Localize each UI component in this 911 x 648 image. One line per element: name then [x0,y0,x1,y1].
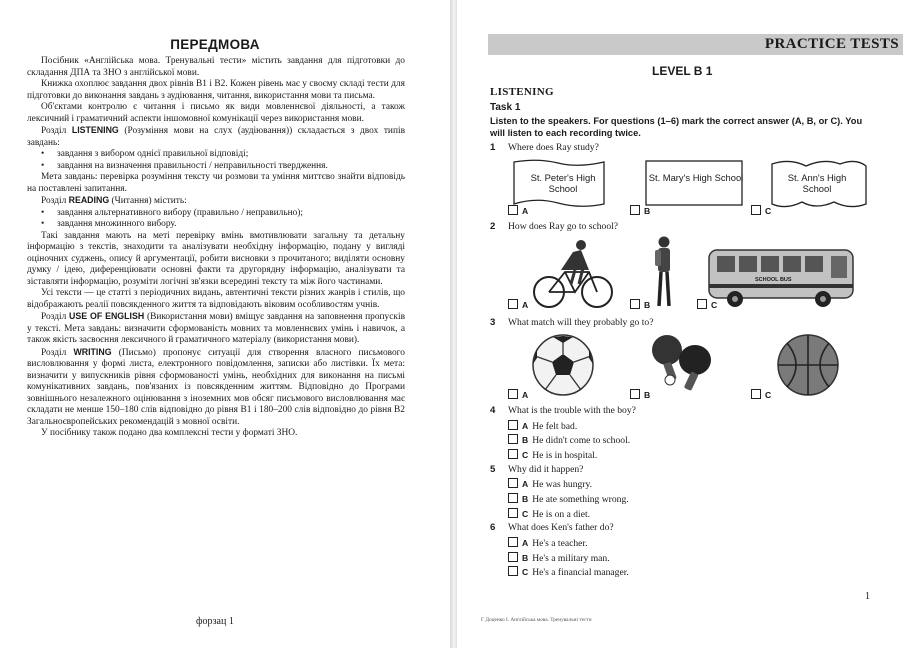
preface-paragraph [27,311,405,347]
left-page-footer: форзац 1 [196,616,234,627]
right-page-footer: Г Доценко І. Англійська мова. Тренувальні тести [481,617,592,623]
option-letter: A [522,479,529,489]
question-text: What does Ken's father do? [508,522,614,533]
option-letter: B [644,206,651,216]
preface-title: ПЕРЕДМОВА [170,37,260,52]
option-letter: A [522,538,529,548]
text-run: Розділ [41,196,69,206]
question-6 [490,522,614,533]
option-4c[interactable] [508,449,597,461]
option-6c[interactable] [508,566,629,578]
option-text: He felt bad. [532,421,578,432]
question-text: Why did it happen? [508,464,584,475]
preface-paragraph: Посібник «Англійська мова. Тренувальні тести» містить завдання для підготовки до складання ДПА та ЗНО з англійської мови. [27,56,405,78]
school-sign-a: St. Peter's High School [530,172,596,194]
option-letter: B [644,390,651,400]
checkbox-1c[interactable] [751,205,761,215]
checkbox-3a[interactable] [508,389,518,399]
preface-paragraph: Об'єктами контролю є читання і письмо як види мовленнєвої діяльності, а також лексичний і граматичний аспекти іншомовної комунікації через використання мови. [27,102,405,124]
reading-task-list [41,208,405,231]
bus-label: SCHOOL BUS [755,277,792,283]
walking-boy-illustration [653,236,675,310]
text-run: (Письмо) пропонує ситуації для створення власного письмового висловлювання у формі листа, електронного повідомлення, записки або листівки. Їх мета: визначити у випускників рівня сформованості умінь, необхідних для виконання на письмі комунікативних завдань, пов'язаних із повсякденним життям. Відповідно до Програми зовнішнього незалежного оцінювання з іноземних мов обсяг письмового висловлювання має складати не менше 150–180 слів відповідно до рівня B1 і 180–200 слів відповідно до рівня B2 Загальноєвропейських рекомендацій з мовної освіти. [27,347,405,427]
question-number: 4 [490,405,496,416]
section-keyword: LISTENING [71,125,119,135]
option-5a[interactable] [508,478,592,490]
checkbox-2a[interactable] [508,299,518,309]
school-sign-b: St. Mary's High School [648,172,744,183]
left-page [0,0,452,648]
checkbox[interactable] [508,478,518,488]
option-text: He was hungry. [532,479,593,490]
table-tennis-illustration [645,330,719,396]
preface-paragraph [27,347,405,429]
option-text: He's a military man. [532,553,610,564]
preface-paragraph: Книжка охоплює завдання двох рівнів B1 і B2. Кожен рівень має у своєму складі тести для підготовки до виконання завдань з аудіювання, читання, використання мови та письма. [27,79,405,101]
listening-task-list [41,149,405,172]
checkbox-2b[interactable] [630,299,640,309]
question-4 [490,405,636,416]
checkbox[interactable] [508,434,518,444]
list-item: • завдання на визначення правильності / неправильності твердження. [41,161,405,173]
checkbox-3b[interactable] [630,389,640,399]
option-text: He ate something wrong. [532,494,629,505]
checkbox[interactable] [508,420,518,430]
option-5c[interactable] [508,508,590,520]
question-number: 5 [490,464,496,475]
checkbox-3c[interactable] [751,389,761,399]
option-letter: B [522,494,529,504]
option-letter: B [644,300,651,310]
list-item: • завдання множинного вибору. [41,219,405,231]
task-heading: Task 1 [490,102,521,113]
text-run: (Читання) містить: [109,196,187,206]
option-4a[interactable] [508,420,577,432]
preface-paragraph [27,125,405,149]
option-text: He is in hospital. [532,450,598,461]
question-1 [490,142,599,153]
option-letter: A [522,300,529,310]
preface-paragraph: Усі тексти — це статті з періодичних видань, автентичні тексти різних жанрів і стилів, що відображають реалії повсякденного життя та відповідають віковим особливостям учнів. [27,288,405,310]
checkbox[interactable] [508,449,518,459]
option-text: He's a financial manager. [532,567,629,578]
section-keyword: USE OF ENGLISH [69,311,145,321]
question-number: 2 [490,221,496,232]
practice-tests-banner: PRACTICE TESTS [488,34,903,55]
question-number: 1 [490,142,496,153]
preface-paragraph [27,195,405,208]
text-run: Розділ [41,126,72,136]
text-run: (Використання мови) вміщує завдання на заповнення пропусків у тексті. Мета завдань: визначити сформованість мовних та мовленнєвих умінь і навичок, а також якість засвоєння лексичного й граматичного матеріалу (використання мови). [27,312,405,345]
checkbox[interactable] [508,493,518,503]
level-heading: LEVEL B 1 [652,64,713,78]
text-run: (Розуміння мови на слух (аудіювання)) складається з двох типів завдань: [27,126,405,148]
option-letter: C [765,206,772,216]
option-letter: B [522,435,529,445]
school-sign-c: St. Ann's High School [787,172,847,194]
option-letter: C [522,509,529,519]
option-6b[interactable] [508,552,610,564]
task-instruction: Listen to the speakers. For questions (1–6) mark the correct answer (A, B, or C). You will listen to each recording twice. [490,116,863,138]
question-5 [490,464,583,475]
list-item: • завдання з вибором однієї правильної відповіді; [41,149,405,161]
preface-paragraph: Такі завдання мають на меті перевірку вмінь вмотивлювати загальну та детальну інформацію з текстів, знаходити та аналізувати необхідну інформацію, подану у вигляді оціночних суджень, опису й аргументації, робити висновки з прочитаного; виділяти основну думку / ідею, диференціювати основні факти та другорядну інформацію, аналізувати та зіставляти інформацію, розуміти логічні зв'язки всередині тексту та між його частинами. [27,230,405,287]
question-3 [490,317,653,328]
section-heading: LISTENING [490,86,554,98]
right-page [457,0,911,648]
section-keyword: READING [68,195,110,205]
option-6a[interactable] [508,537,587,549]
checkbox-1b[interactable] [630,205,640,215]
question-number: 3 [490,317,496,328]
checkbox[interactable] [508,566,518,576]
option-letter: C [711,300,718,310]
preface-body [27,56,405,440]
basketball-illustration [775,334,841,396]
checkbox-2c[interactable] [697,299,707,309]
question-number: 6 [490,522,496,533]
list-item: • завдання альтернативного вибору (правильно / неправильно); [41,208,405,220]
question-text: How does Ray go to school? [508,221,619,232]
soccer-ball-illustration [531,334,597,396]
question-2 [490,221,618,232]
option-letter: A [522,206,529,216]
checkbox-1a[interactable] [508,205,518,215]
option-text: He is on a diet. [532,509,591,520]
question-text: What is the trouble with the boy? [508,405,636,416]
option-letter: C [765,390,772,400]
option-5b[interactable] [508,493,629,505]
text-run: Розділ [41,347,74,358]
text-run: Розділ [41,312,70,322]
option-text: He didn't come to school. [532,435,631,446]
page-number: 1 [865,591,870,602]
checkbox[interactable] [508,508,518,518]
question-text: Where does Ray study? [508,142,599,153]
section-keyword: WRITING [73,346,112,357]
option-letter: A [522,421,529,431]
checkbox[interactable] [508,552,518,562]
option-4b[interactable] [508,434,630,446]
cyclist-illustration [531,240,621,310]
option-text: He's a teacher. [532,538,588,549]
option-letter: B [522,553,529,563]
checkbox[interactable] [508,537,518,547]
question-text: What match will they probably go to? [508,317,654,328]
preface-paragraph: У посібнику також подано два комплексні тести у форматі ЗНО. [41,428,298,438]
option-letter: C [522,567,529,577]
option-letter: A [522,390,529,400]
option-letter: C [522,450,529,460]
preface-paragraph: Мета завдань: перевірка розуміння тексту чи розмови та уміння миттєво знайти відповідь на поставлені запитання. [27,172,405,194]
